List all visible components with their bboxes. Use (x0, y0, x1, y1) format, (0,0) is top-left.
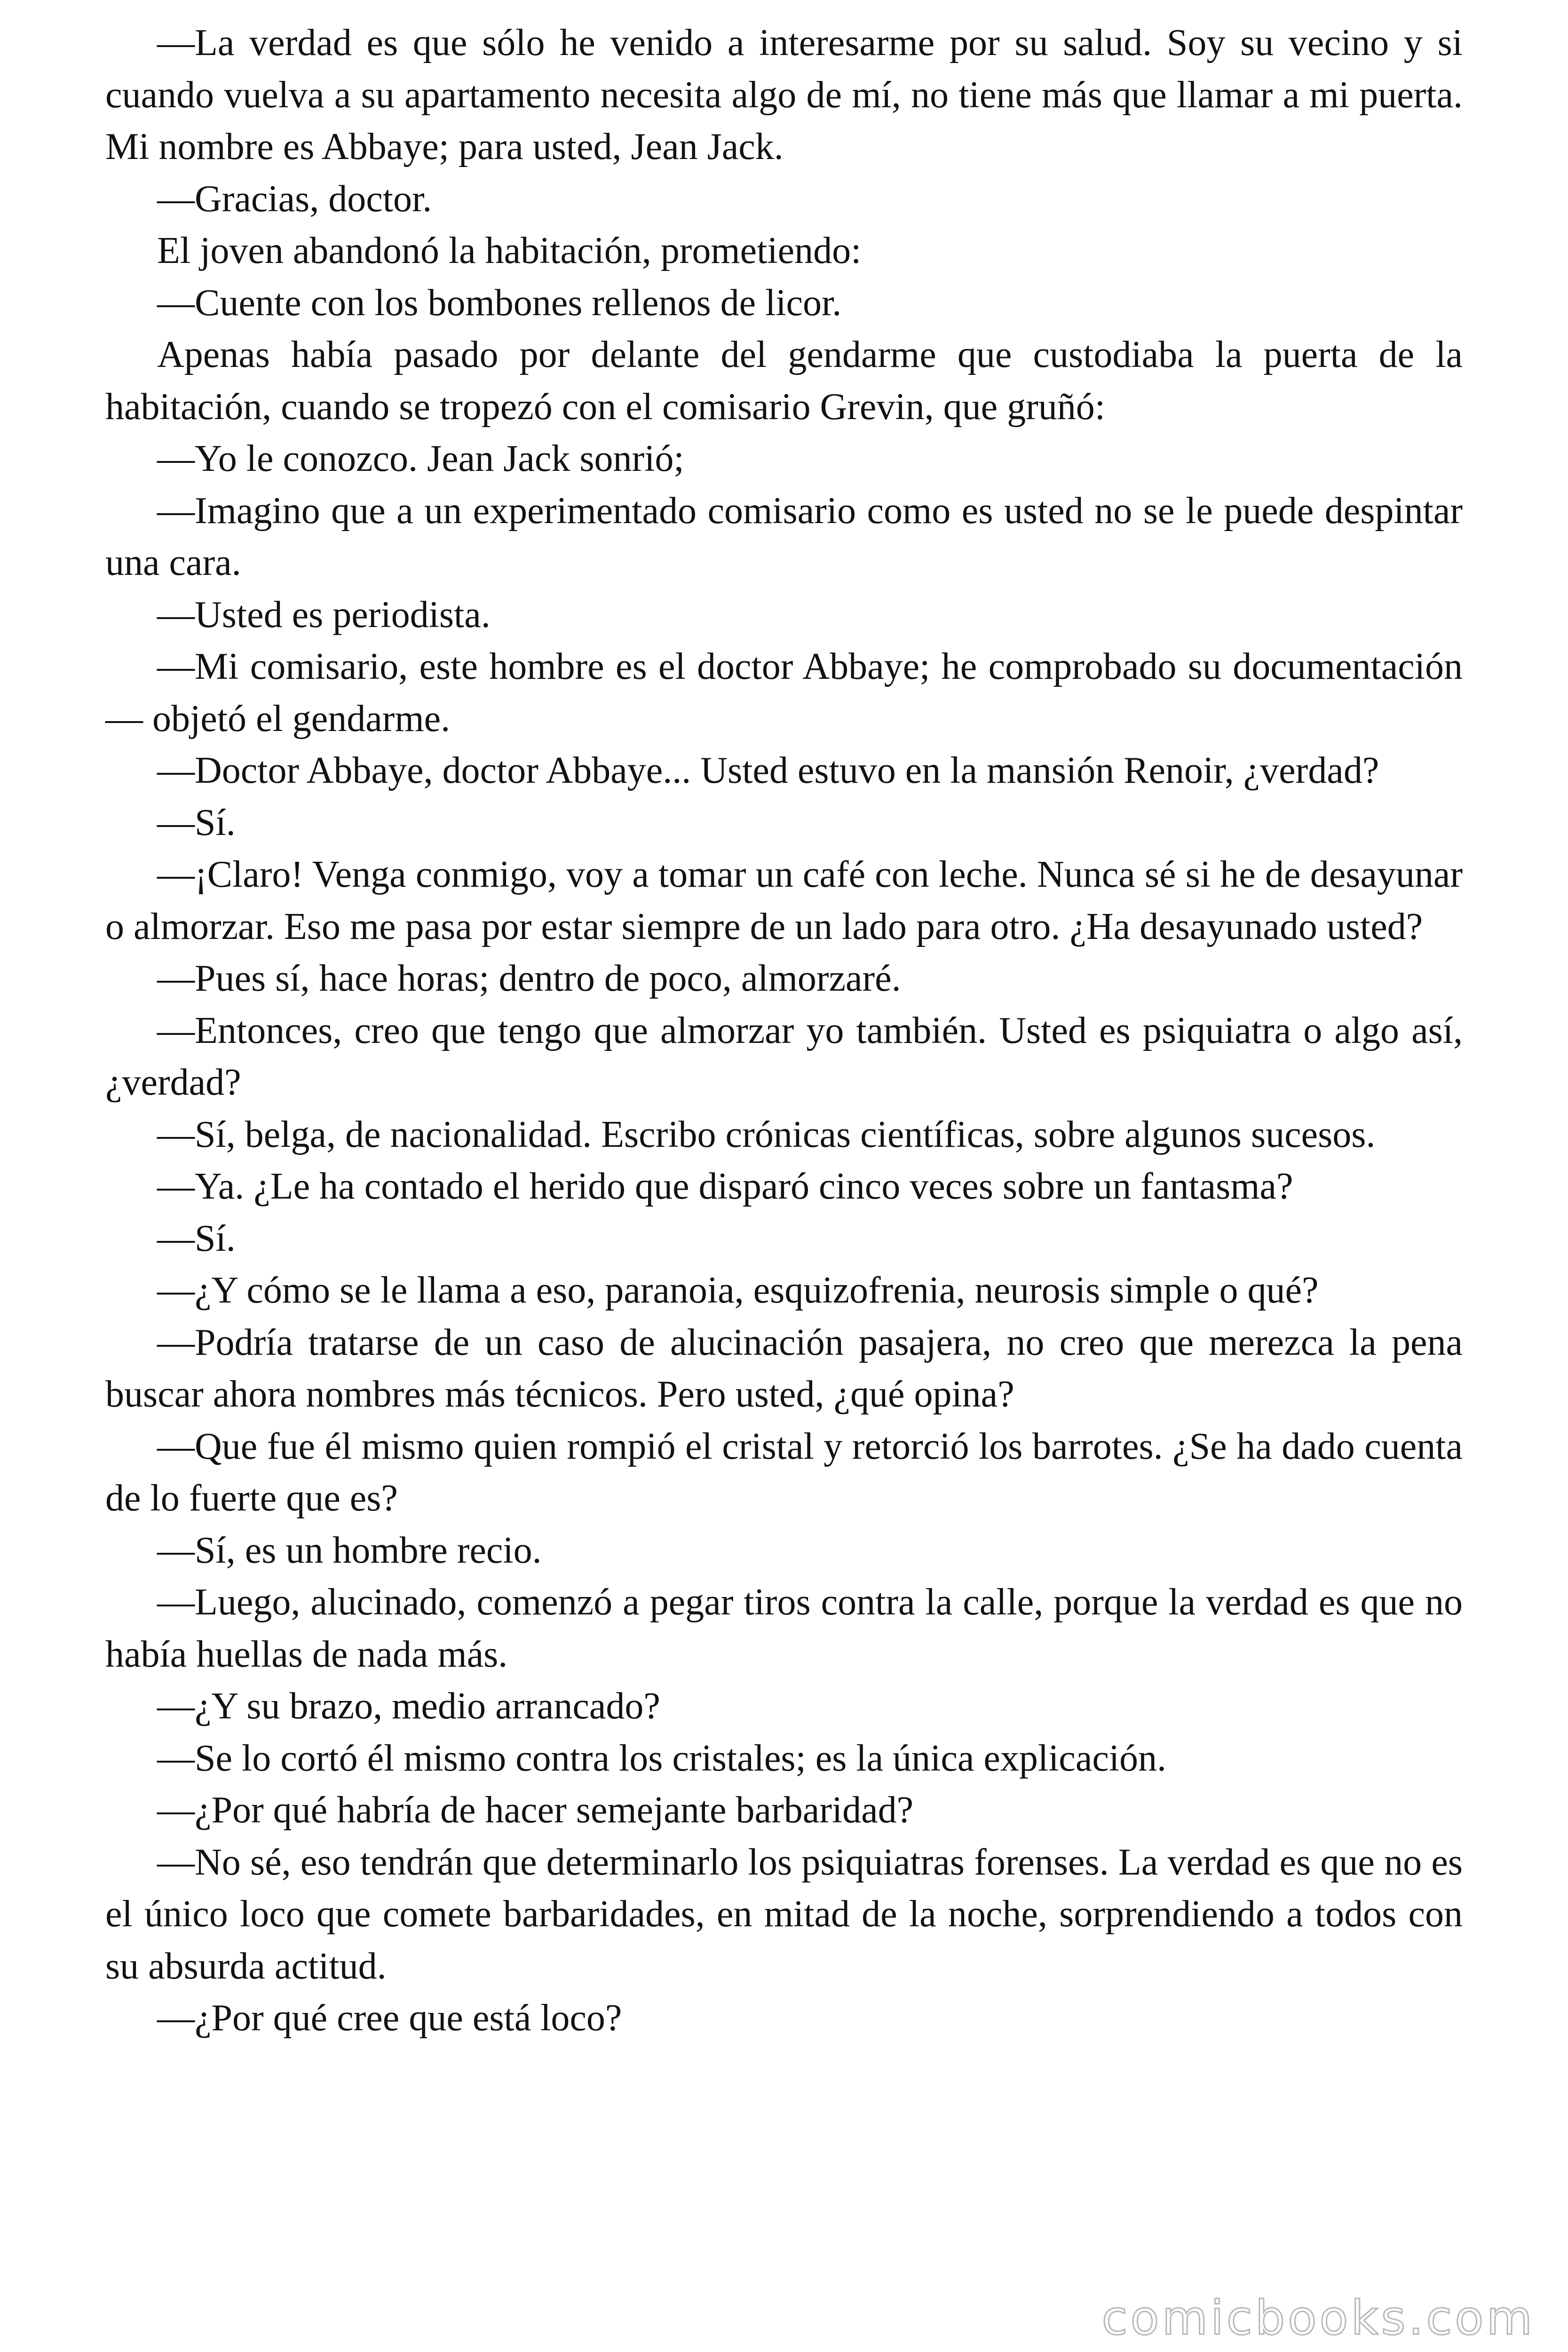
paragraph: —Que fue él mismo quien rompió el cristal y retorció los barrotes. ¿Se ha dado cuenta de lo fuerte que es? (105, 1425, 1463, 1519)
paragraph: —La verdad es que sólo he venido a interesarme por su salud. Soy su vecino y si cuando vuelva a su apartamento necesita algo de mí, no tiene más que llamar a mi puerta. Mi nombre es Abbaye; para usted, Jean Jack. (105, 22, 1463, 167)
paragraph: —¿Y cómo se le llama a eso, paranoia, esquizofrenia, neurosis simple o qué? (157, 1270, 1319, 1311)
paragraph: —Se lo cortó él mismo contra los cristales; es la única explicación. (157, 1737, 1167, 1779)
paragraph: —Gracias, doctor. (157, 178, 432, 220)
paragraph: —¿Por qué habría de hacer semejante barbaridad? (157, 1789, 914, 1831)
paragraph: —Doctor Abbaye, doctor Abbaye... Usted estuvo en la mansión Renoir, ¿verdad? (157, 750, 1379, 791)
paragraph: Apenas había pasado por delante del gendarme que custodiaba la puerta de la habitación, cuando se tropezó con el comisario Grevin, que gruñó: (105, 334, 1463, 428)
site-watermark: comicbooks.com (1101, 2290, 1535, 2345)
paragraph: —Luego, alucinado, comenzó a pegar tiros contra la calle, porque la verdad es que no había huellas de nada más. (105, 1581, 1463, 1675)
paragraph: —Sí, es un hombre recio. (157, 1529, 542, 1571)
paragraph: —Yo le conozco. Jean Jack sonrió; (157, 438, 684, 479)
paragraph: —No sé, eso tendrán que determinarlo los psiquiatras forenses. La verdad es que no es el único loco que comete barbaridades, en mitad de la noche, sorprendiendo a todos con su absurda actitud. (105, 1841, 1463, 1987)
paragraph: —Sí, belga, de nacionalidad. Escribo crónicas científicas, sobre algunos sucesos. (157, 1113, 1376, 1155)
paragraph: —Imagino que a un experimentado comisario como es usted no se le puede despintar una cara. (105, 490, 1463, 583)
paragraph: —Cuente con los bombones rellenos de licor. (157, 282, 842, 324)
paragraph: —Entonces, creo que tengo que almorzar yo también. Usted es psiquiatra o algo así, ¿verdad? (105, 1009, 1463, 1103)
paragraph: —Ya. ¿Le ha contado el herido que disparó cinco veces sobre un fantasma? (157, 1166, 1293, 1207)
paragraph: —Pues sí, hace horas; dentro de poco, almorzaré. (157, 958, 901, 999)
paragraph: El joven abandonó la habitación, prometiendo: (157, 230, 862, 271)
paragraph: —Podría tratarse de un caso de alucinación pasajera, no creo que merezca la pena buscar ahora nombres más técnicos. Pero usted, ¿qué opina? (105, 1321, 1463, 1415)
paragraph: —Sí. (157, 1217, 236, 1259)
paragraph: —¿Por qué cree que está loco? (157, 1997, 622, 2039)
paragraph: —Mi comisario, este hombre es el doctor Abbaye; he comprobado su documentación — objetó el gendarme. (105, 646, 1463, 739)
paragraph: —Sí. (157, 802, 236, 843)
paragraph: —¡Claro! Venga conmigo, voy a tomar un café con leche. Nunca sé si he de desayunar o almorzar. Eso me pasa por estar siempre de un lado para otro. ¿Ha desayunado usted? (105, 854, 1463, 947)
body-text (105, 17, 1463, 2044)
paragraph: —¿Y su brazo, medio arrancado? (157, 1685, 660, 1727)
paragraph: —Usted es periodista. (157, 594, 491, 636)
